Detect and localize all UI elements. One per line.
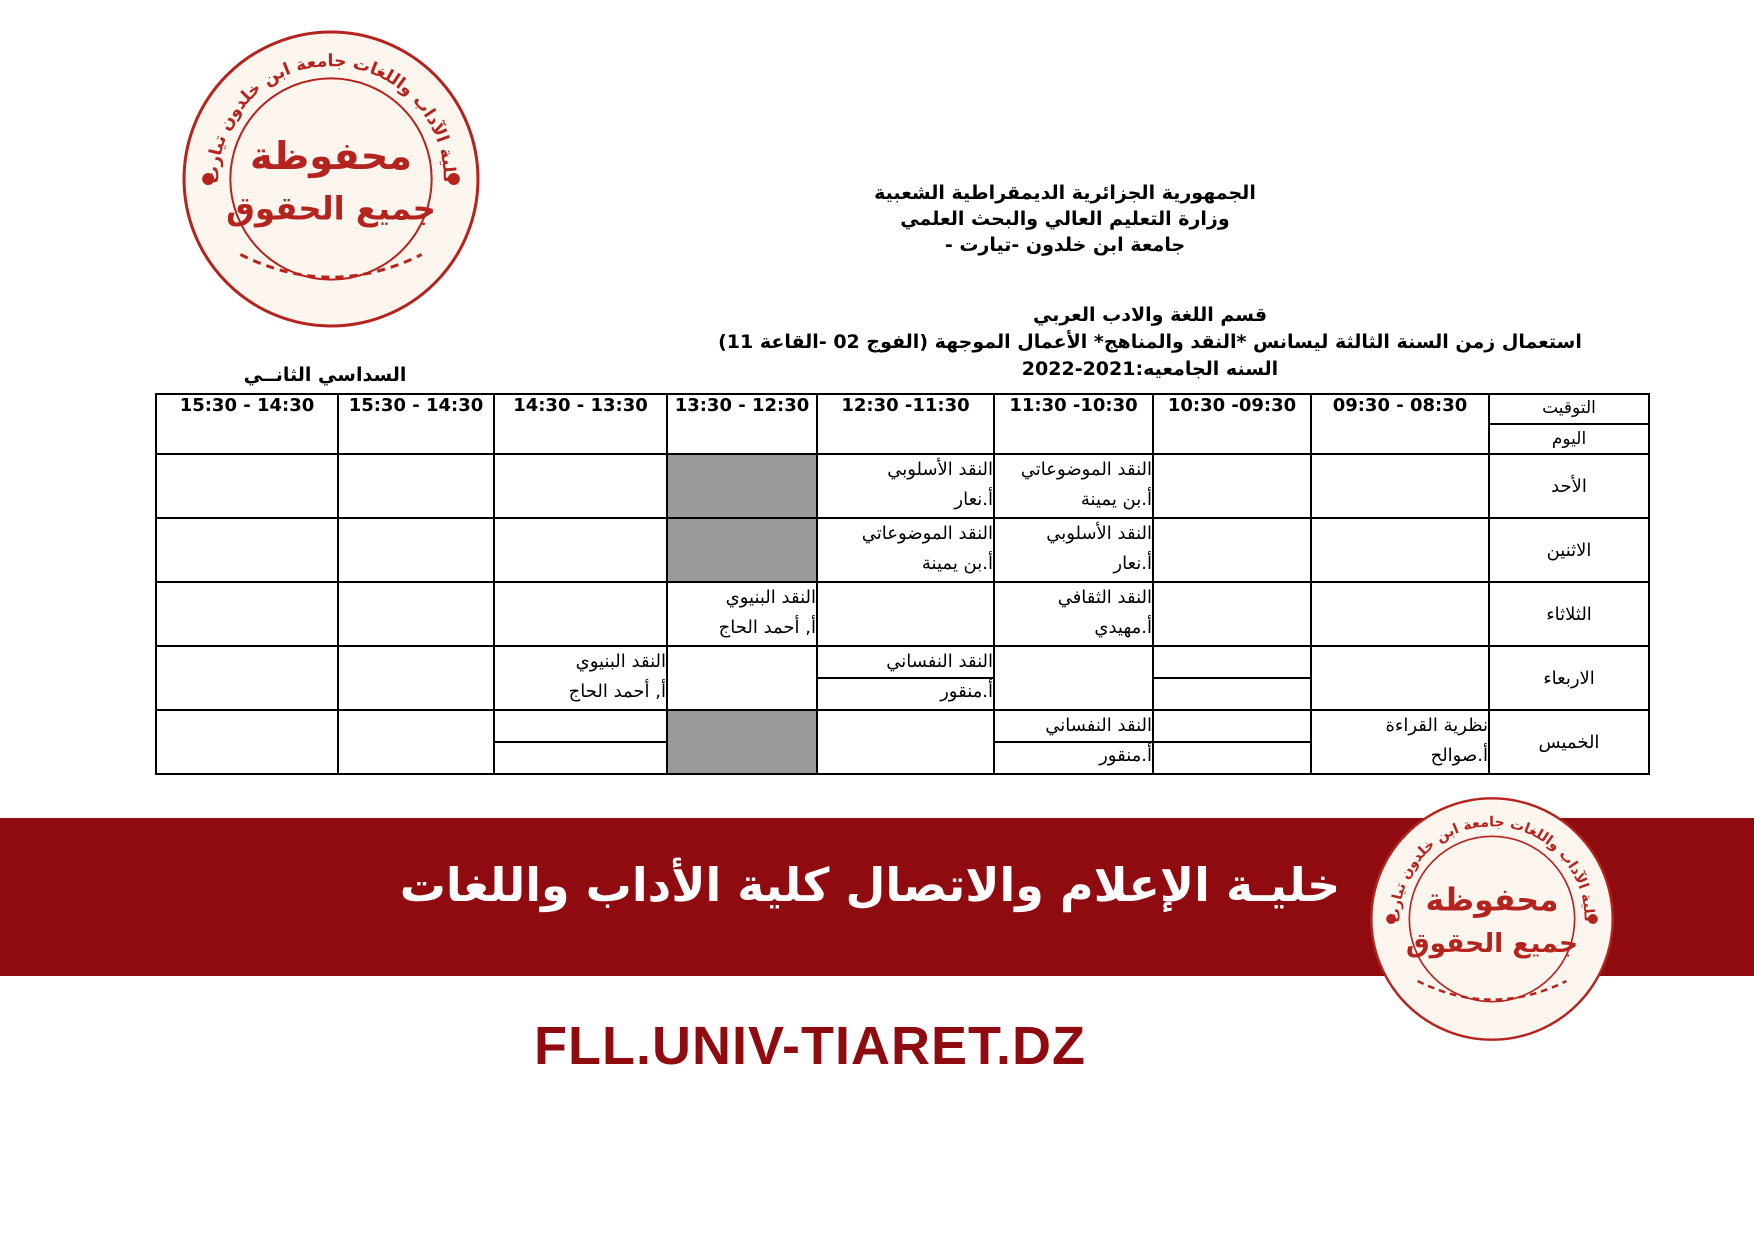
session-subject: النقد البنيوي [725,587,816,608]
day-label: اليوم [1551,429,1587,449]
session-cell [1311,710,1489,774]
time-slot-header: 15:30 - 14:30 [156,394,338,454]
empty-cell [338,454,494,518]
table-row [156,454,1649,518]
empty-cell [1153,454,1311,518]
blocked-cell [667,454,817,518]
empty-cell [338,646,494,710]
cell-divider [1154,677,1310,679]
session-teacher: أ.بن يمينة [921,553,993,574]
empty-cell [1153,646,1311,710]
time-slot-header: 15:30 - 14:30 [338,394,494,454]
corner-header [1489,394,1649,454]
blocked-cell [667,518,817,582]
table-row [156,710,1649,774]
schedule-title: استعمال زمن السنة الثالثة ليسانس *النقد والمناهج* الأعمال الموجهة (الفوج 02 -القاعة 11) [718,331,1582,353]
empty-cell [494,454,667,518]
university-line: جامعة ابن خلدون -تيارت - [944,234,1186,256]
department-line: قسم اللغة والادب العربي [1032,304,1268,326]
time-label: التوقيت [1490,395,1648,425]
session-cell [667,582,817,646]
session-cell [817,518,994,582]
ministry-line: وزارة التعليم العالي والبحث العلمي [900,208,1230,230]
empty-cell [156,710,338,774]
empty-cell [494,710,667,774]
banner-text: خليـة الإعلام والاتصال كلية الأداب واللغات [399,858,1341,912]
session-teacher: أ, أحمد الحاج [568,681,666,702]
gov-header [840,180,1290,258]
session-cell [494,646,667,710]
session-subject: النقد الأسلوبي [887,459,993,480]
time-slot-header: 11:30 -10:30 [994,394,1153,454]
empty-cell [1153,710,1311,774]
seal-center-line1: محفوظة [250,133,412,179]
session-teacher: أ.مهيدي [1094,617,1152,638]
seal-center-line1: محفوظة [1425,882,1559,919]
session-cell [994,518,1153,582]
empty-cell [338,518,494,582]
empty-cell [156,582,338,646]
session-cell [994,454,1153,518]
empty-cell [494,582,667,646]
empty-cell [1311,582,1489,646]
session-cell [817,454,994,518]
empty-cell [994,646,1153,710]
cell-divider [818,677,993,679]
session-teacher: أ.نعار [1113,553,1152,574]
empty-cell [1153,518,1311,582]
session-teacher: أ, أحمد الحاج [718,617,816,638]
empty-cell [1311,646,1489,710]
table-row [156,518,1649,582]
seal-center-line2: جميع الحقوق [226,189,436,228]
session-teacher: أ.بن يمينة [1080,489,1152,510]
empty-cell [1311,518,1489,582]
cell-divider [495,741,666,743]
session-teacher: أ.صوالح [1430,745,1488,766]
empty-cell [1311,454,1489,518]
empty-cell [817,582,994,646]
timetable-header-row [156,394,1649,454]
time-slot-header: 09:30 - 08:30 [1311,394,1489,454]
copyright-seal [180,28,482,330]
empty-cell [1153,582,1311,646]
time-slot-header: 14:30 - 13:30 [494,394,667,454]
session-subject: النقد الثقافي [1057,587,1152,608]
session-teacher: أ.منقور [940,681,993,702]
timetable [155,393,1648,775]
republic-line: الجمهورية الجزائرية الديمقراطية الشعبية [874,182,1256,204]
session-cell [994,710,1153,774]
session-cell [994,582,1153,646]
blocked-cell [667,710,817,774]
seal-ring-text: كلية الآداب واللغات جامعة ابن خلدون تيارت [203,51,459,184]
session-subject: النقد الأسلوبي [1046,523,1152,544]
session-subject: نظرية القراءة [1385,715,1488,736]
session-teacher: أ.نعار [954,489,993,510]
session-subject: النقد النفساني [886,651,993,672]
empty-cell [156,518,338,582]
seal-ring-text: كلية الآداب واللغات جامعة ابن خلدون تيارت [1387,814,1597,923]
time-slot-header: 10:30 -09:30 [1153,394,1311,454]
table-row [156,646,1649,710]
day-cell: الاربعاء [1489,646,1649,710]
empty-cell [156,646,338,710]
session-cell [817,646,994,710]
semester-label: السداسي الثانــي [243,364,407,386]
empty-cell [338,710,494,774]
empty-cell [817,710,994,774]
day-cell: الأحد [1489,454,1649,518]
session-subject: النقد النفساني [1045,715,1152,736]
copyright-seal-small [1368,795,1616,1043]
academic-year: السنه الجامعيه:2021-2022 [1021,358,1279,380]
session-teacher: أ.منقور [1099,745,1152,766]
day-cell: الثلاثاء [1489,582,1649,646]
day-cell: الاثنين [1489,518,1649,582]
session-subject: النقد الموضوعاتي [861,523,993,544]
time-slot-header: 12:30 -11:30 [817,394,994,454]
department-header [690,302,1610,383]
empty-cell [338,582,494,646]
cell-divider [1154,741,1310,743]
session-subject: النقد البنيوي [575,651,666,672]
empty-cell [667,646,817,710]
table-row [156,582,1649,646]
website-url: FLL.UNIV-TIARET.DZ [534,1016,1086,1076]
empty-cell [494,518,667,582]
time-slot-header: 13:30 - 12:30 [667,394,817,454]
empty-cell [156,454,338,518]
cell-divider [995,741,1152,743]
day-cell: الخميس [1489,710,1649,774]
session-subject: النقد الموضوعاتي [1020,459,1152,480]
seal-center-line2: جميع الحقوق [1405,928,1579,960]
